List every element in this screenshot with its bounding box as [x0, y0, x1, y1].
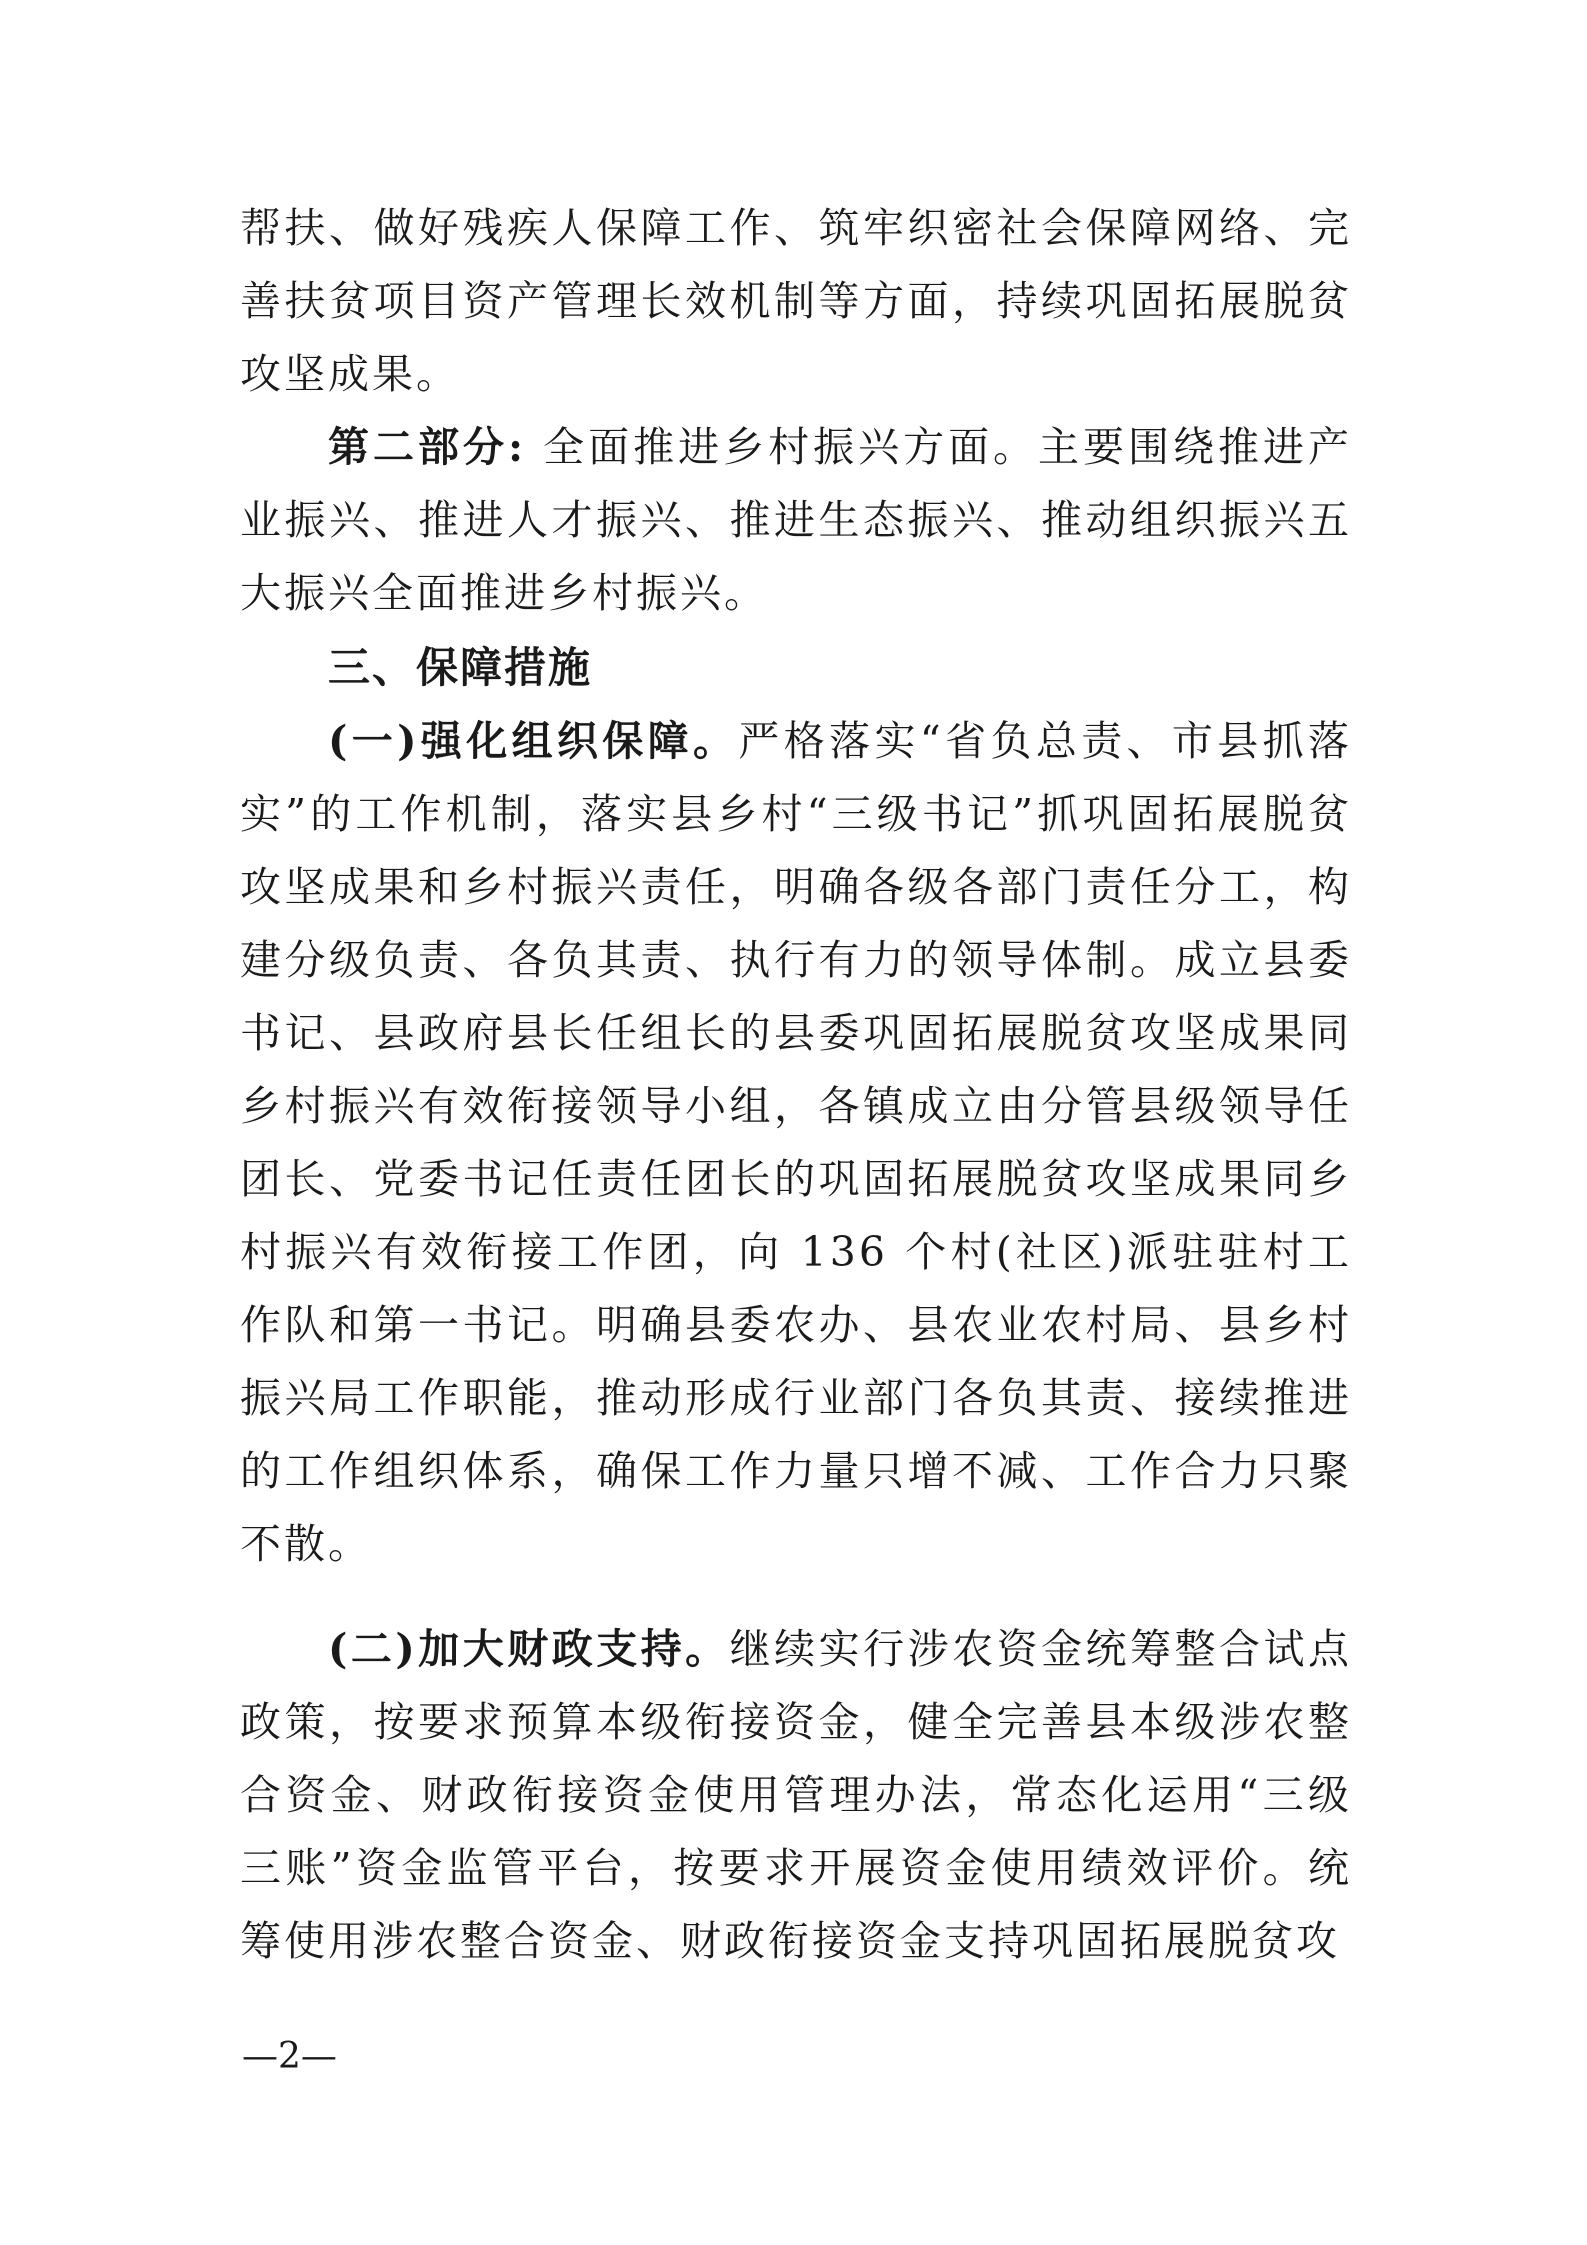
- page-number: —2—: [242, 2036, 337, 2077]
- paragraph-continuation: [240, 192, 1352, 411]
- paragraph-gap: [240, 1581, 1352, 1613]
- paragraph-text: 全面推进乡村振兴方面。主要围绕推进产业振兴、推进人才振兴、推进生态振兴、推动组织振兴五大振兴全面推进乡村振兴。: [240, 423, 1352, 617]
- paragraph-organization: [240, 705, 1352, 1581]
- paragraph-finance: [240, 1613, 1352, 1978]
- paragraph-lead: (一)强化组织保障。: [328, 717, 739, 765]
- paragraph-text: 帮扶、做好残疾人保障工作、筑牢织密社会保障网络、完善扶贫项目资产管理长效机制等方面，持续巩固拓展脱贫攻坚成果。: [240, 204, 1352, 398]
- paragraph-lead: 第二部分:: [328, 423, 527, 471]
- paragraph-text: 继续实行涉农资金统筹整合试点政策，按要求预算本级衔接资金，健全完善县本级涉农整合资金、财政衔接资金使用管理办法，常态化运用“三级三账”资金监管平台，按要求开展资金使用绩效评价。统筹使用涉农整合资金、财政衔接资金支持巩固拓展脱贫攻: [240, 1625, 1352, 1965]
- document-body: [240, 192, 1352, 1978]
- paragraph-part-two: [240, 411, 1352, 630]
- paragraph-lead: (二)加大财政支持。: [328, 1625, 730, 1673]
- section-heading: 三、保障措施: [328, 643, 593, 692]
- paragraph-text: 严格落实“省负总责、市县抓落实”的工作机制，落实县乡村“三级书记”抓巩固拓展脱贫攻坚成果和乡村振兴责任，明确各级各部门责任分工，构建分级负责、各负其责、执行有力的领导体制。成立县委书记、县政府县长任组长的县委巩固拓展脱贫攻坚成果同乡村振兴有效衔接领导小组，各镇成立由分管县级领导任团长、党委书记任责任团长的巩固拓展脱贫攻坚成果同乡村振兴有效衔接工作团，向 136 个村(社区)派驻驻村工作队和第一书记。明确县委农办、县农业农村局、县乡村振兴局工作职能，推动形成行业部门各负其责、接续推进的工作组织体系，确保工作力量只增不减、工作合力只聚不散。: [240, 717, 1352, 1568]
